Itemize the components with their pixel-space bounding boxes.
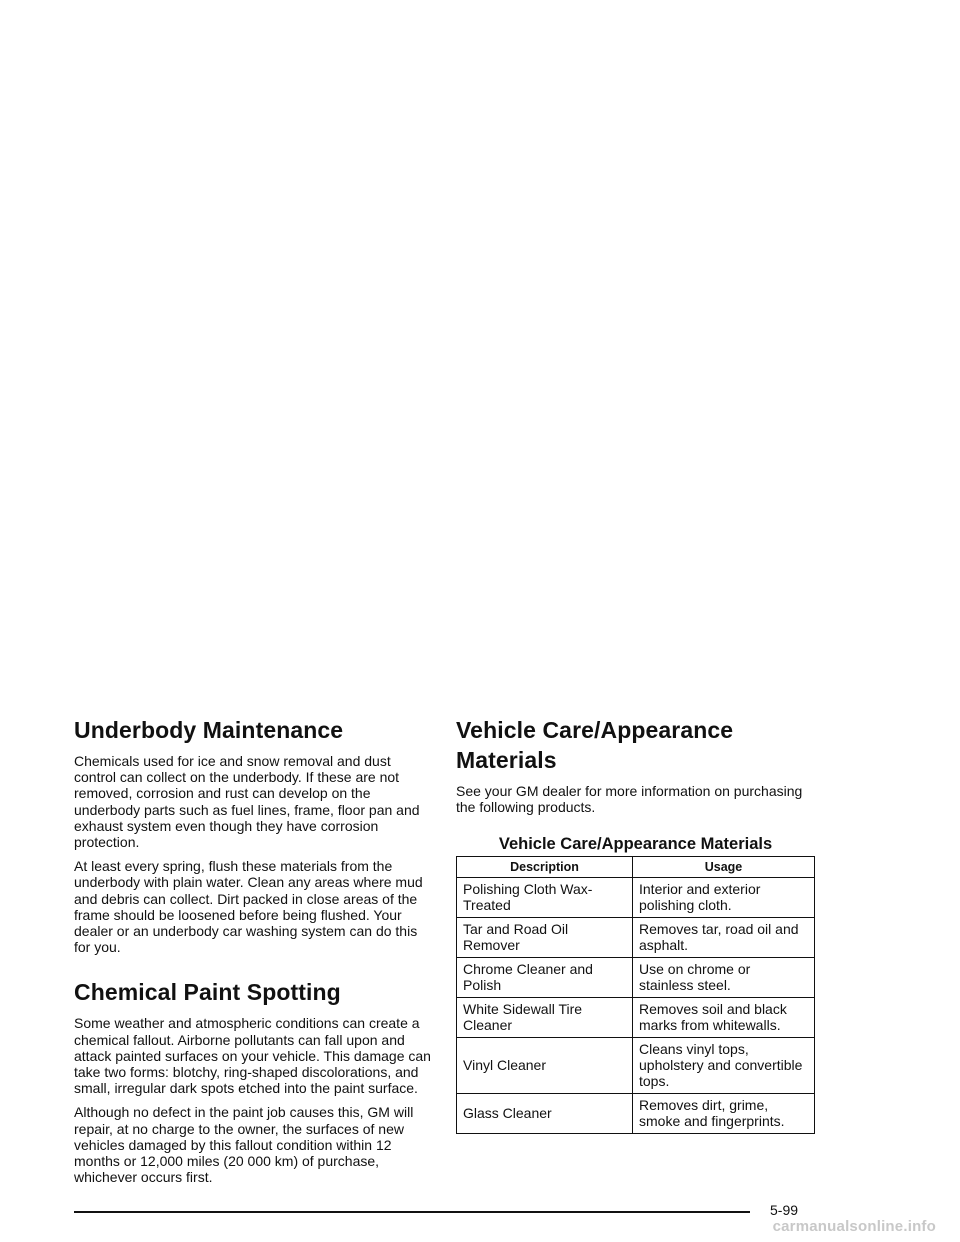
care-materials-heading: Vehicle Care/Appearance Materials <box>456 717 734 773</box>
cell-usage: Cleans vinyl tops, upholstery and convertible tops. <box>633 1038 815 1094</box>
cell-description: Glass Cleaner <box>457 1094 633 1134</box>
column-header-usage: Usage <box>633 857 815 878</box>
table-row <box>457 878 815 918</box>
underbody-paragraph: Chemicals used for ice and snow removal and dust control can collect on the underbody. If these are not removed, corrosion and rust can develop on the underbody parts such as fuel lines, frame, floor pan and exhaust system even though they have corrosion protection. <box>74 753 420 851</box>
paint-spotting-heading: Chemical Paint Spotting <box>74 979 341 1006</box>
right-column <box>456 715 818 1134</box>
page-number: 5-99 <box>770 1202 799 1218</box>
paint-spotting-paragraph: Although no defect in the paint job causes this, GM will repair, at no charge to the owner, the surfaces of new vehicles damaged by this fallout condition within 12 months or 12,000 miles (20 000 km) of purchase, whichever occurs first. <box>74 1104 414 1186</box>
watermark: carmanualsonline.info <box>772 1218 936 1235</box>
cell-description: Vinyl Cleaner <box>457 1038 633 1094</box>
left-column <box>74 715 436 1193</box>
table-row <box>457 1038 815 1094</box>
care-materials-table <box>456 856 815 1134</box>
cell-description: Chrome Cleaner and Polish <box>457 958 633 998</box>
table-row <box>457 918 815 958</box>
cell-description: White Sidewall Tire Cleaner <box>457 998 633 1038</box>
cell-usage: Interior and exterior polishing cloth. <box>633 878 815 918</box>
paint-spotting-paragraph: Some weather and atmospheric conditions can create a chemical fallout. Airborne pollutants can fall upon and attack painted surfaces on your vehicle. This damage can take two forms: blotchy, ring-shaped discolorations, and small, irregular dark spots etched into the paint surface. <box>74 1015 431 1097</box>
cell-usage: Removes tar, road oil and asphalt. <box>633 918 815 958</box>
table-header-row <box>457 857 815 878</box>
footer-rule <box>74 1211 750 1213</box>
cell-description: Polishing Cloth Wax-Treated <box>457 878 633 918</box>
cell-description: Tar and Road Oil Remover <box>457 918 633 958</box>
cell-usage: Removes dirt, grime, smoke and fingerprints. <box>633 1094 815 1134</box>
cell-usage: Use on chrome or stainless steel. <box>633 958 815 998</box>
table-row <box>457 958 815 998</box>
cell-usage: Removes soil and black marks from whitewalls. <box>633 998 815 1038</box>
table-row <box>457 1094 815 1134</box>
column-header-description: Description <box>457 857 633 878</box>
table-row <box>457 998 815 1038</box>
underbody-heading: Underbody Maintenance <box>74 717 344 743</box>
care-materials-intro: See your GM dealer for more information on purchasing the following products. <box>456 783 803 816</box>
table-title: Vehicle Care/Appearance Materials <box>498 835 773 854</box>
underbody-paragraph: At least every spring, flush these materials from the underbody with plain water. Clean any areas where mud and debris can collect. Dirt packed in close areas of the frame should be loosened before being flushed. Your dealer or an underbody car washing system can do this for you. <box>74 858 423 956</box>
